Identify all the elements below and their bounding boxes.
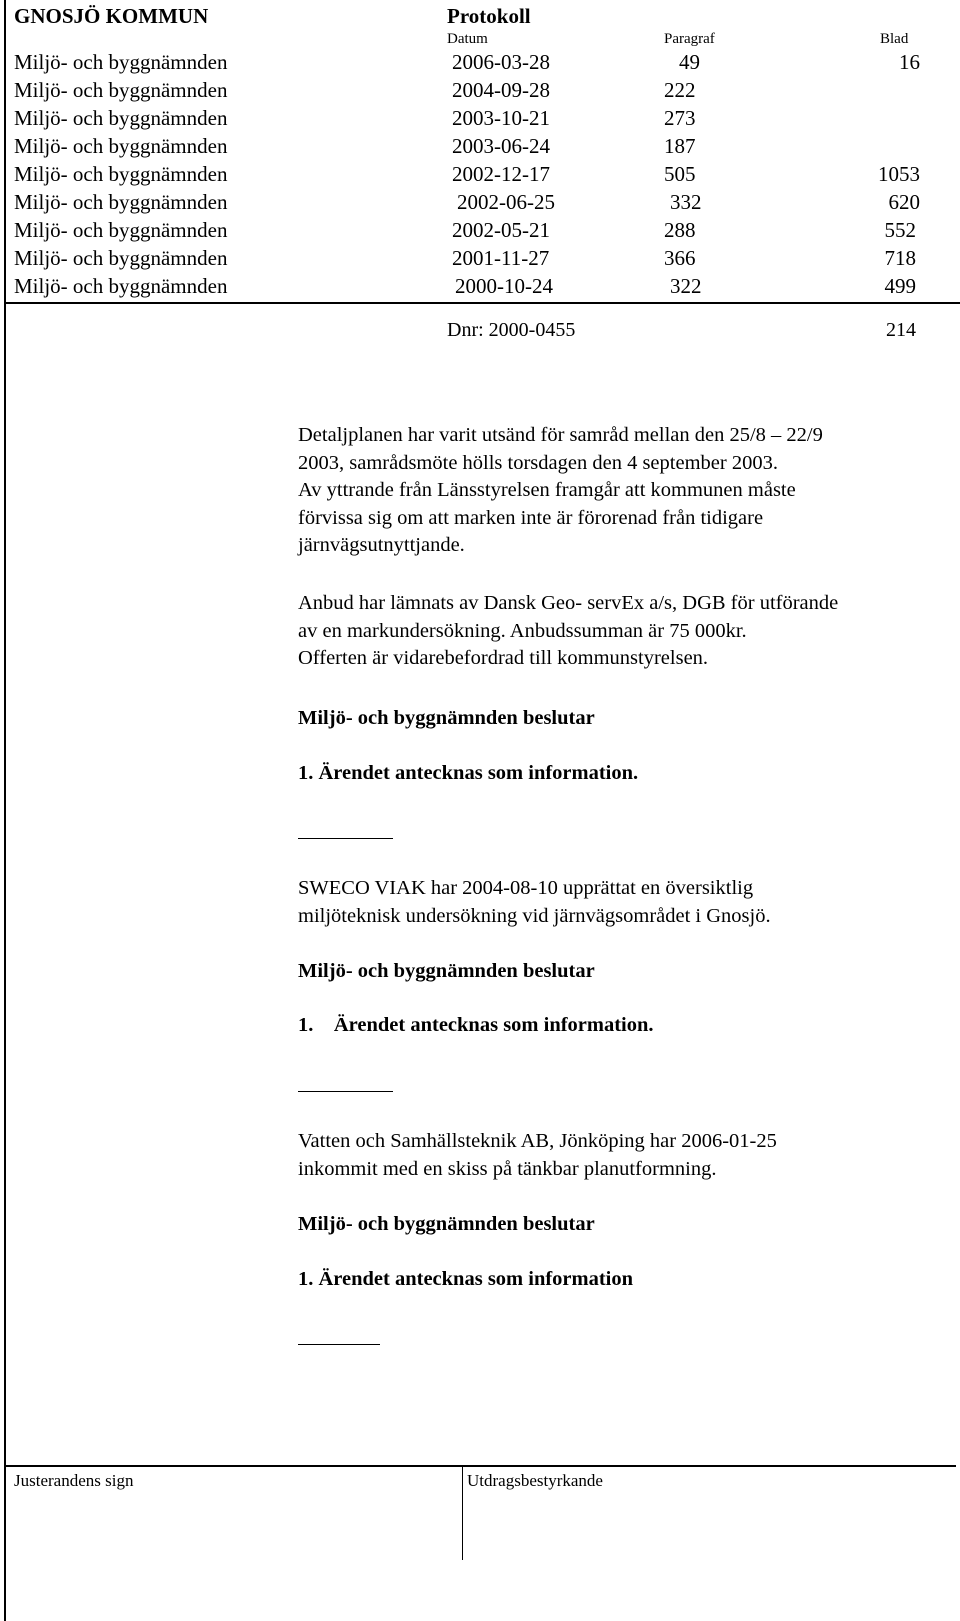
text-line: Av yttrande från Länsstyrelsen framgår att kommunen måste (298, 479, 796, 501)
decision-heading: Miljö- och byggnämnden beslutar (298, 707, 595, 729)
reference-row (0, 134, 960, 162)
text-line: inkommit med en skiss på tänkbar planutformning. (298, 1157, 717, 1180)
text-line: 2003, samrådsmöte hölls torsdagen den 4 september 2003. (298, 451, 778, 474)
reference-body: Miljö- och byggnämnden (14, 106, 228, 130)
reference-row (0, 106, 960, 134)
section-separator (298, 1091, 393, 1092)
reference-body: Miljö- och byggnämnden (14, 162, 228, 186)
certification-label: Utdragsbestyrkande (467, 1471, 603, 1490)
reference-page: 16 (899, 50, 920, 74)
footer-divider (4, 1465, 956, 1467)
reference-body: Miljö- och byggnämnden (14, 50, 228, 74)
reference-date: 2002-12-17 (452, 162, 550, 186)
reference-row (0, 78, 960, 106)
reference-body: Miljö- och byggnämnden (14, 134, 228, 158)
reference-date: 2003-10-21 (452, 106, 550, 130)
reference-paragraph: 288 (664, 218, 696, 242)
reference-date: 2002-06-25 (457, 190, 555, 214)
text-line: av en markundersökning. Anbudssumman är 75 000kr. (298, 619, 747, 642)
reference-body: Miljö- och byggnämnden (14, 218, 228, 242)
reference-date: 2000-10-24 (455, 274, 553, 298)
text-line: miljöteknisk undersökning vid järnvägsområdet i Gnosjö. (298, 904, 771, 927)
section-3-text (298, 1128, 918, 1183)
reference-row (0, 218, 960, 246)
reference-paragraph: 332 (670, 190, 702, 214)
reference-paragraph: 49 (679, 50, 700, 74)
reference-date: 2006-03-28 (452, 50, 550, 74)
text-line: SWECO VIAK har 2004-08-10 upprättat en översiktlig (298, 877, 754, 899)
reference-date: 2004-09-28 (452, 78, 550, 102)
reference-row (0, 50, 960, 78)
text-line: förvissa sig om att marken inte är förorenad från tidigare (298, 506, 764, 529)
section-separator (298, 1344, 380, 1345)
section-2-text (298, 875, 918, 930)
reference-row (0, 246, 960, 274)
document-type: Protokoll (447, 4, 531, 28)
reference-date: 2002-05-21 (452, 218, 550, 242)
reference-page: 499 (884, 274, 916, 298)
reference-body: Miljö- och byggnämnden (14, 190, 228, 214)
header-divider (4, 302, 960, 304)
section-separator (298, 838, 393, 839)
text-line: järnvägsutnyttjande. (298, 534, 465, 556)
case-dnr: Dnr: 2000-0455 (447, 319, 576, 341)
column-header-page: Blad (880, 31, 909, 47)
text-line: Offerten är vidarebefordrad till kommunstyrelsen. (298, 647, 709, 669)
reference-paragraph: 322 (670, 274, 702, 298)
reference-body: Miljö- och byggnämnden (14, 274, 228, 298)
footer-column-divider (462, 1466, 463, 1560)
reference-page: 1053 (878, 162, 920, 186)
reference-row (0, 190, 960, 218)
signature-label: Justerandens sign (14, 1471, 134, 1490)
decision-item: 1. Ärendet antecknas som information. (298, 762, 639, 784)
reference-page: 552 (884, 218, 916, 242)
decision-item: 1. Ärendet antecknas som information. (298, 1014, 654, 1036)
text-line: Anbud har lämnats av Dansk Geo- servEx a/s, DGB för utförande (298, 592, 839, 614)
reference-date: 2001-11-27 (452, 246, 550, 270)
reference-body: Miljö- och byggnämnden (14, 246, 228, 270)
column-header-date: Datum (447, 31, 488, 47)
decision-item: 1. Ärendet antecknas som information (298, 1268, 634, 1290)
reference-paragraph: 222 (664, 78, 696, 102)
reference-page: 620 (888, 190, 920, 214)
reference-date: 2003-06-24 (452, 134, 550, 158)
reference-paragraph: 273 (664, 106, 696, 130)
reference-page: 718 (884, 246, 916, 270)
case-number: 214 (886, 319, 916, 341)
text-line: Detaljplanen har varit utsänd för samråd mellan den 25/8 – 22/9 (298, 424, 823, 446)
reference-paragraph: 366 (664, 246, 696, 270)
reference-row (0, 274, 960, 302)
decision-heading: Miljö- och byggnämnden beslutar (298, 1213, 595, 1235)
organization-name: GNOSJÖ KOMMUN (14, 4, 209, 28)
reference-paragraph: 505 (664, 162, 696, 186)
text-line: Vatten och Samhällsteknik AB, Jönköping har 2006-01-25 (298, 1130, 777, 1152)
reference-paragraph: 187 (664, 134, 696, 158)
section-1-offer-text (298, 590, 918, 673)
column-header-paragraph: Paragraf (664, 31, 715, 47)
decision-heading: Miljö- och byggnämnden beslutar (298, 960, 595, 982)
reference-row (0, 162, 960, 190)
section-1-text (298, 422, 918, 560)
reference-body: Miljö- och byggnämnden (14, 78, 228, 102)
